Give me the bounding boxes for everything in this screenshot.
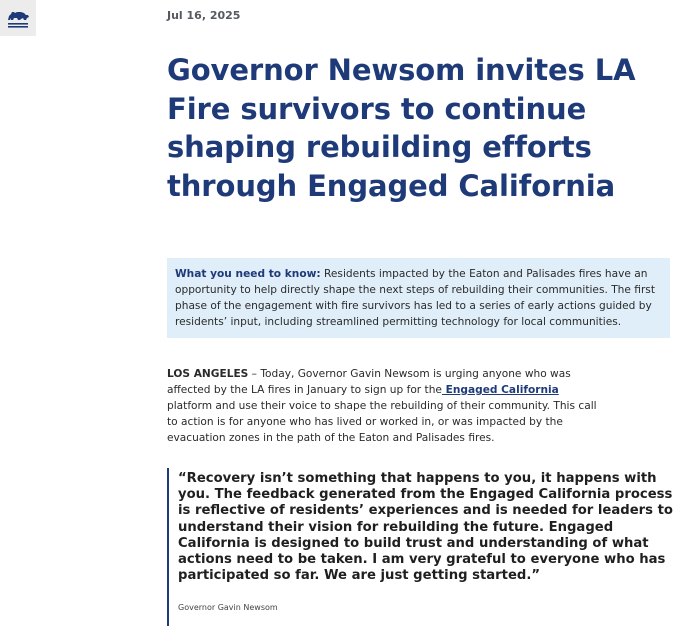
callout-label: What you need to know: <box>175 268 321 280</box>
quote-text: “Recovery isn’t something that happens to you, it happens with you. The feedback generated from the Engaged California process is reflective of residents’ experiences and is needed for leaders to understand their vision for rebuilding the future. Engaged California is designed to build trust and understanding of what actions need to be taken. I am very grateful to everyone who has participated so far. We are just getting started.” <box>178 471 673 584</box>
engaged-california-link[interactable]: Engaged California <box>441 384 559 396</box>
callout-text: Residents impacted by the Eaton and Palisades fires have an opportunity to help directly shape the next steps of rebuilding their communities. The first phase of the engagement with fire survivors has led to a series of early actions guided by residents’ input, including streamlined permitting technology for local communities. <box>175 268 655 328</box>
summary-callout <box>167 258 670 338</box>
body-text-after: platform and use their voice to shape the rebuilding of their community. This call to action is for anyone who has lived or worked in, or was impacted by the evacuation zones in the path of the Eaton and Palisades fires. <box>167 400 597 444</box>
body-paragraph <box>167 366 597 446</box>
page-title: Governor Newsom invites LA Fire survivors to continue shaping rebuilding efforts through Engaged California <box>167 53 636 203</box>
site-logo[interactable] <box>0 0 36 36</box>
dateline: LOS ANGELES <box>167 368 249 380</box>
publish-date: Jul 16, 2025 <box>167 9 241 22</box>
quote-attribution: Governor Gavin Newsom <box>178 603 278 613</box>
pull-quote <box>167 468 677 626</box>
california-bear-icon <box>5 5 31 31</box>
body-text-before: – Today, Governor Gavin Newsom is urging anyone who was affected by the LA fires in January to sign up for the <box>167 368 571 396</box>
